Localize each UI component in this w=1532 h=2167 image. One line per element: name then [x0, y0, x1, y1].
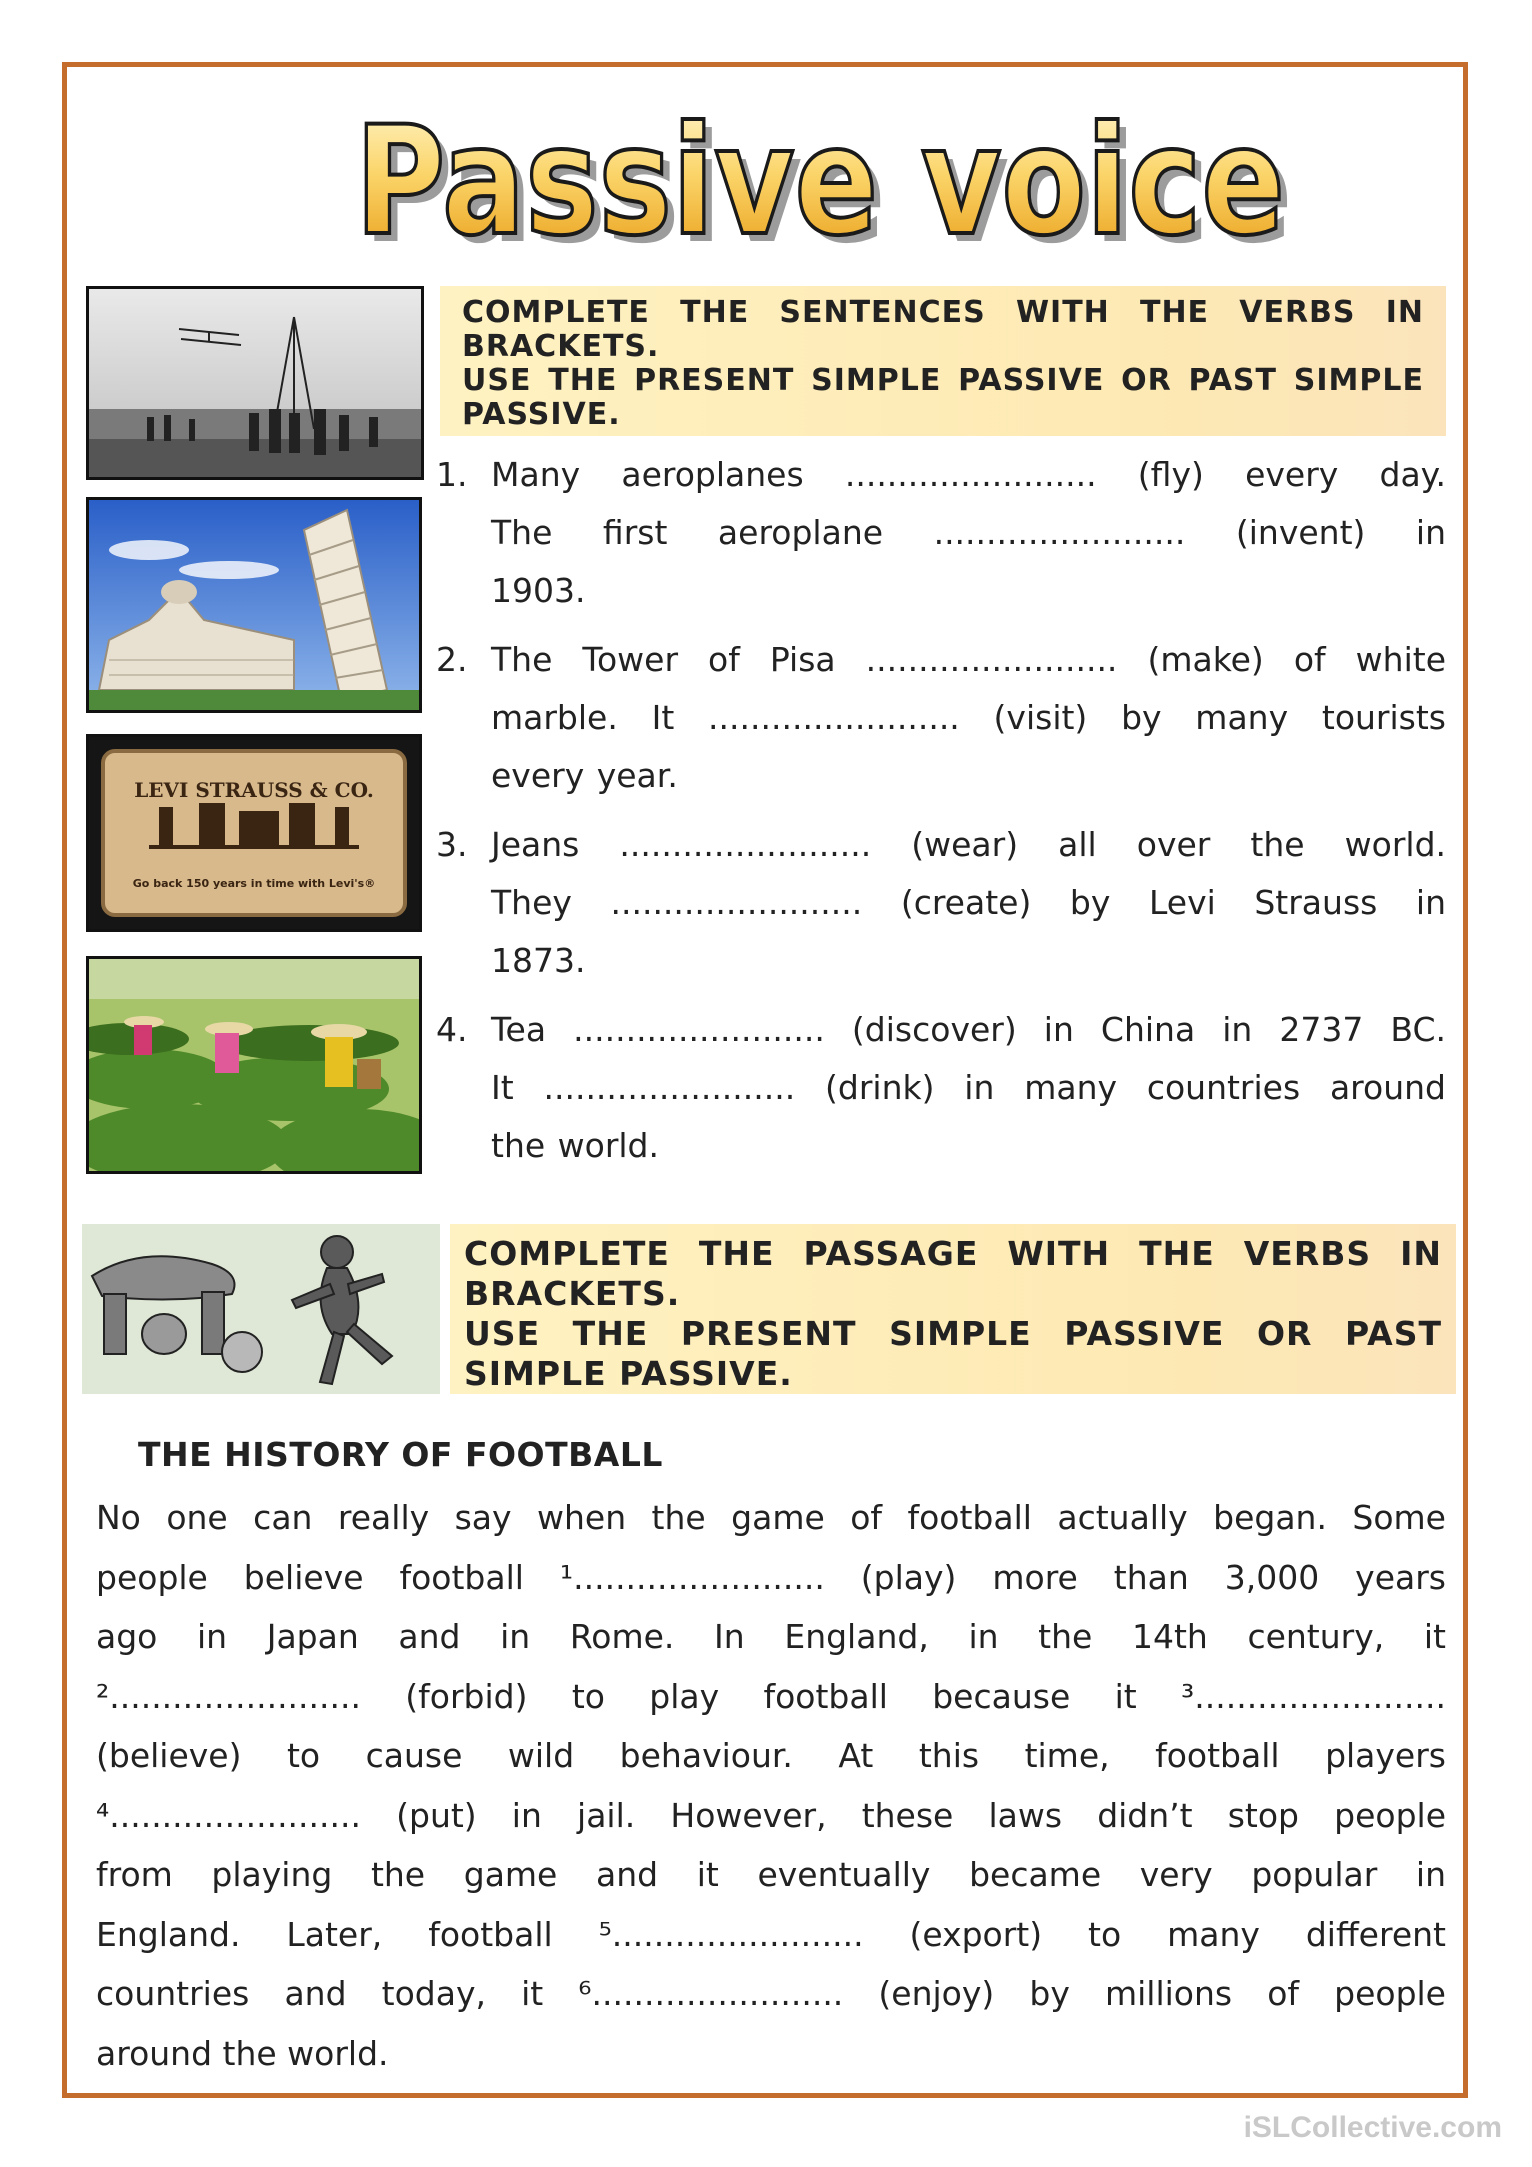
- levis-tagline-text: Go back 150 years in time with Levi's®: [132, 877, 376, 890]
- item-line: 1903.: [491, 571, 586, 610]
- wright-flyer-photo: [86, 286, 424, 480]
- passage-line: from playing the game and it eventually became very popular in: [96, 1855, 1446, 1894]
- passage-line: ⁴........................ (put) in jail. However, these laws didn’t stop people: [96, 1795, 1446, 1835]
- tower-of-pisa-photo: [86, 497, 422, 713]
- item-line: The Tower of Pisa ........................ (make) of white: [491, 640, 1446, 679]
- item-line: Many aeroplanes ........................ (fly) every day.: [491, 455, 1446, 494]
- passage-line: around the world.: [96, 2033, 389, 2073]
- item-line: Jeans ........................ (wear) all over the world.: [491, 825, 1446, 864]
- item-line: The first aeroplane ........................ (invent) in: [491, 513, 1446, 552]
- item-line: every year.: [491, 756, 678, 795]
- passage-line: people believe football ¹........................ (play) more than 3,000 years: [96, 1557, 1446, 1597]
- tea-pickers-photo: [86, 956, 422, 1174]
- instruction-box-passage: [450, 1224, 1456, 1394]
- exercise-item-2: [436, 631, 1446, 805]
- item-number: 4.: [436, 1010, 468, 1049]
- item-line: It ........................ (drink) in many countries around: [491, 1068, 1446, 1107]
- svg-text:Passive voice: Passive voice: [363, 103, 1293, 265]
- watermark: iSLCollective.com: [1243, 2111, 1502, 2144]
- passage-line: No one can really say when the game of football actually began. Some: [96, 1498, 1446, 1537]
- passage-line: ²........................ (forbid) to play football because it ³........................: [96, 1676, 1446, 1716]
- item-line: They ........................ (create) by Levi Strauss in: [491, 883, 1446, 922]
- passage-heading: THE HISTORY OF FOOTBALL: [138, 1435, 663, 1474]
- instruction-line-2: USE THE PRESENT SIMPLE PASSIVE OR PAST SIMPLE PASSIVE.: [462, 363, 1424, 432]
- stone-age-football-illustration: [82, 1224, 440, 1394]
- item-line: the world.: [491, 1126, 659, 1165]
- item-line: marble. It ........................ (visit) by many tourists: [491, 698, 1446, 737]
- title-text: Passive voice: [355, 95, 1285, 265]
- worksheet-title: [325, 95, 1305, 265]
- instruction-line-1: COMPLETE THE PASSAGE WITH THE VERBS IN BRACKETS.: [464, 1234, 1442, 1313]
- passage-line: (believe) to cause wild behaviour. At this time, football players: [96, 1736, 1446, 1775]
- passage-line: England. Later, football ⁵........................ (export) to many different: [96, 1914, 1446, 1954]
- item-number: 1.: [436, 455, 468, 494]
- instruction-line-1: COMPLETE THE SENTENCES WITH THE VERBS IN BRACKETS.: [462, 295, 1424, 364]
- instruction-line-2: USE THE PRESENT SIMPLE PASSIVE OR PAST SIMPLE PASSIVE.: [464, 1314, 1442, 1393]
- exercise-item-1: [436, 446, 1446, 620]
- exercise-item-4: [436, 1001, 1446, 1175]
- item-number: 3.: [436, 825, 468, 864]
- passage-text: [96, 1488, 1446, 2083]
- item-line: 1873.: [491, 941, 586, 980]
- levis-brand-text: LEVI STRAUSS & CO.: [134, 778, 374, 802]
- passage-line: ago in Japan and in Rome. In England, in the 14th century, it: [96, 1617, 1446, 1656]
- passage-line: countries and today, it ⁶........................ (enjoy) by millions of people: [96, 1974, 1446, 2013]
- levi-strauss-sign-photo: [86, 734, 422, 932]
- item-number: 2.: [436, 640, 468, 679]
- exercise-item-3: [436, 816, 1446, 990]
- item-line: Tea ........................ (discover) in China in 2737 BC.: [491, 1010, 1446, 1049]
- instruction-box-sentences: [440, 286, 1446, 436]
